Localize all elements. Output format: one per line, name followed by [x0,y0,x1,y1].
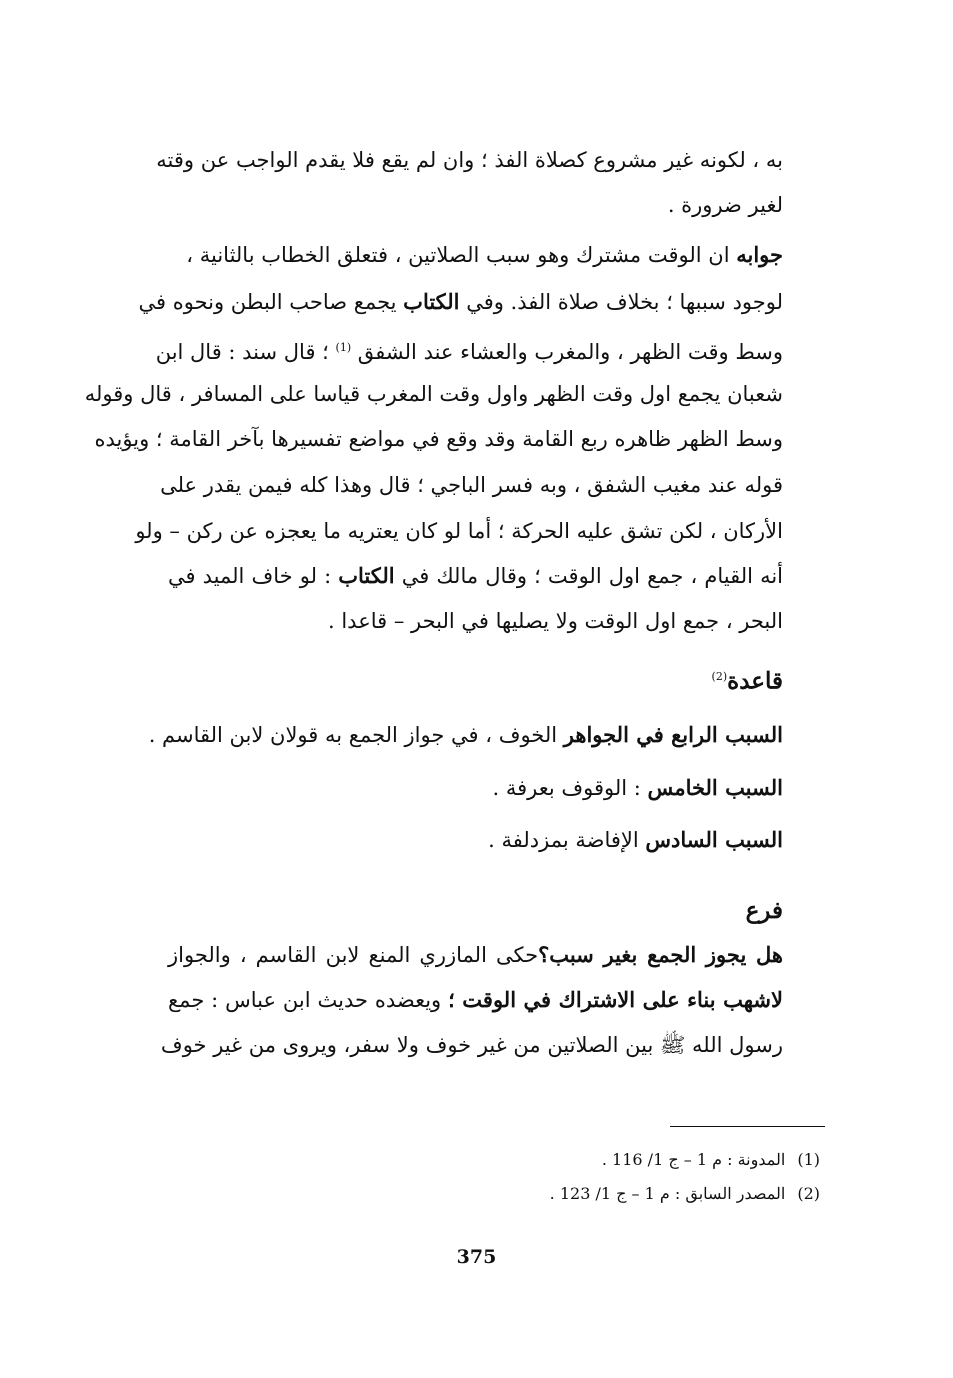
kitab-ref-2: الكتاب [338,563,395,588]
para2-line-7: الأركان ، لكن تشق عليه الحركة ؛ أما لو كان يعتريه ما يعجزه عن ركن – ولو [135,519,783,543]
reason-5: السبب الخامس : الوقوف بعرفة . [492,775,783,800]
reason-6: السبب السادس الإفاضة بمزدلفة . [488,827,783,852]
para2-line-6: قوله عند مغيب الشفق ، وبه فسر الباجي ؛ قال وهذا كله فيمن يقدر على [160,473,783,497]
footnote-2: (2)المصدر السابق : م 1 – ج 1/ 123 . [549,1184,820,1203]
para2-line-9: البحر ، جمع اول الوقت ولا يصليها في البحر – قاعدا . [328,609,783,633]
footnote-1: (1)المدونة : م 1 – ج 1/ 116 . [601,1150,820,1169]
footnote-mark-1: (1) [335,341,352,354]
reason-4: السبب الرابع في الجواهر الخوف ، في جواز الجمع به قولان لابن القاسم . [148,722,783,747]
para2-line-1: جوابه ان الوقت مشترك وهو سبب الصلاتين ، فتعلق الخطاب بالثانية ، [186,242,783,267]
para2-line-2: لوجود سببها ؛ بخلاف صلاة الفذ. وفي الكتاب يجمع صاحب البطن ونحوه في [138,289,783,314]
footnote-divider [670,1126,825,1127]
para2-line-3: وسط وقت الظهر ، والمغرب والعشاء عند الشفق $^{(1)}$ ؛ قال سند : قال ابن [155,340,783,364]
para2-line-5: وسط الظهر ظاهره ربع القامة وقد وقع في مواضع تفسيرها بآخر القامة ؛ ويؤيده [94,427,783,451]
para2-line-4: شعبان يجمع اول وقت الظهر واول وقت المغرب قياسا على المسافر ، قال وقوله [84,382,783,406]
para1-line-1: به ، لكونه غير مشروع كصلاة الفذ ؛ وان لم يقع فلا يقدم الواجب عن وقته [156,148,783,172]
qaida-heading: قاعدة$^{(2)}$ [711,667,783,695]
para2-line-8: أنه القيام ، جمع اول الوقت ؛ وقال مالك في الكتاب : لو خاف الميد في [168,563,784,588]
kitab-ref: الكتاب [403,289,460,314]
far-heading: فرع [745,897,783,924]
para1-line-2: لغير ضرورة . [667,193,783,217]
far-line-2: لاشهب بناء على الاشتراك في الوقت ؛ ويعضده حديث ابن عباس : جمع [168,987,783,1012]
far-line-1: هل يجوز الجمع بغير سبب؟حكى المازري المنع لابن القاسم ، والجواز [168,942,783,967]
page-number: 375 [456,1246,497,1268]
far-line-3: رسول الله ﷺ بين الصلاتين من غير خوف ولا سفر، ويروى من غير خوف [160,1033,783,1057]
footnote-mark-2: (2) [711,670,728,683]
answer-label: جوابه [736,242,783,267]
